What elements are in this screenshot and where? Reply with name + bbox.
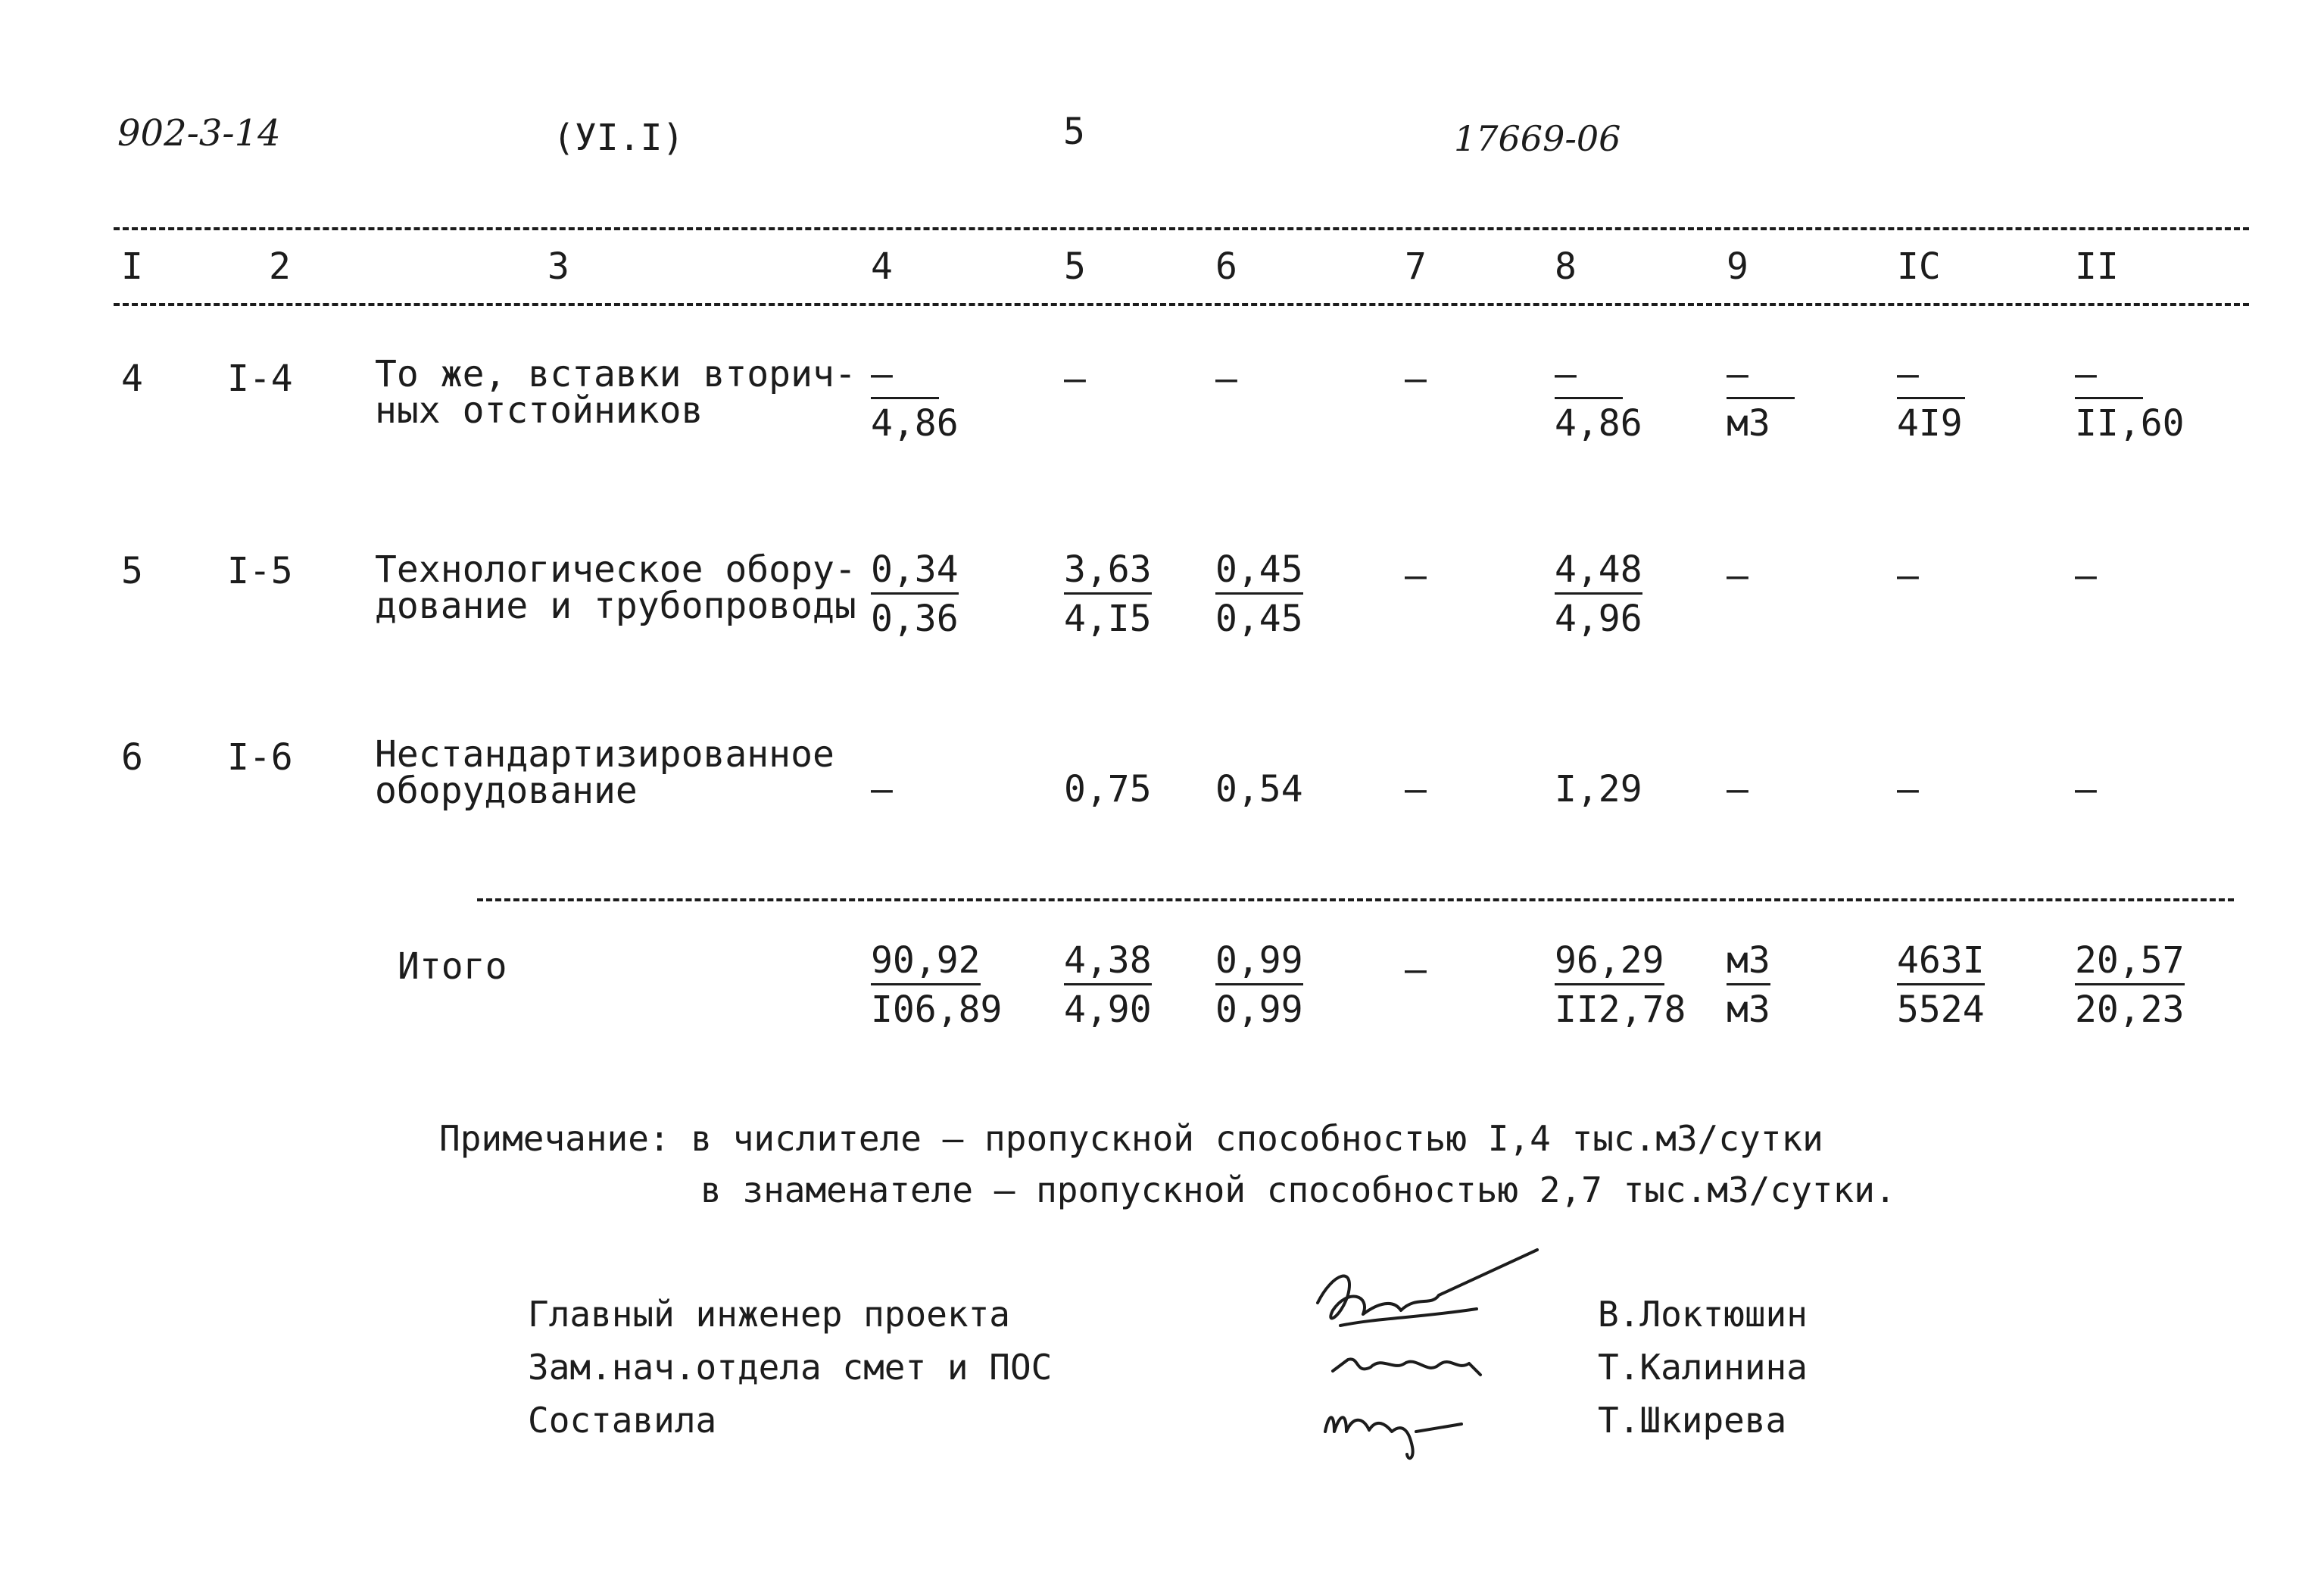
total-col-10: $\frac{463I}{5524}$ xyxy=(1897,939,1985,1031)
row-description xyxy=(375,548,856,627)
total-label: Итого xyxy=(398,945,507,988)
row-5-col-5: $\frac{3,63}{4,I5}$ xyxy=(1064,548,1152,640)
col-header-1: I xyxy=(121,245,143,288)
row-4-col-6: – xyxy=(1215,358,1237,400)
row-description xyxy=(375,353,856,432)
signatory-role: Составила xyxy=(528,1400,717,1441)
row-6-col-9: – xyxy=(1727,768,1748,810)
row-number: 4 xyxy=(121,358,143,400)
row-description-line: Технологическое обору- xyxy=(375,548,856,591)
row-code: I-5 xyxy=(227,550,293,592)
total-col-8: $\frac{96,29}{II2,78}$ xyxy=(1555,939,1686,1031)
col-header-4: 4 xyxy=(871,245,893,288)
row-6-col-4: – xyxy=(871,768,893,810)
row-4-col-8: – 4,86 xyxy=(1555,353,1642,445)
row-description-line: дование и трубопроводы xyxy=(375,585,856,627)
row-6-col-7: – xyxy=(1405,768,1427,810)
row-5-col-4: $\frac{0,34}{0,36}$ xyxy=(871,548,959,640)
handwritten-signatures xyxy=(1287,1242,1560,1469)
col-header-2: 2 xyxy=(269,245,291,288)
row-4-col-5: – xyxy=(1064,358,1086,400)
total-col-9: м3 м3 xyxy=(1727,939,1770,1031)
row-description xyxy=(375,733,834,812)
row-5-col-11: – xyxy=(2075,554,2097,597)
col-header-8: 8 xyxy=(1555,245,1577,288)
row-description-line: ных отстойников xyxy=(375,389,703,432)
col-header-3: 3 xyxy=(547,245,569,288)
col-header-10: IC xyxy=(1897,245,1941,288)
col-header-7: 7 xyxy=(1405,245,1427,288)
inventory-number: 17669-06 xyxy=(1454,118,1621,159)
header-rule-bottom xyxy=(114,303,2249,306)
row-description-line: Нестандартизированное xyxy=(375,733,834,776)
album-number: (УI.I) xyxy=(553,117,685,159)
row-4-col-9: – м3 xyxy=(1727,356,1795,442)
total-col-5: $\frac{4,38}{4,90}$ xyxy=(1064,939,1152,1031)
row-5-col-8: $\frac{4,48}{4,96}$ xyxy=(1555,548,1642,640)
doc-code xyxy=(117,112,281,155)
doc-code-text: 902-3-14 xyxy=(117,112,281,155)
total-col-4: $\frac{90,92}{I06,89}$ xyxy=(871,939,1003,1031)
row-6-col-5: 0,75 xyxy=(1064,768,1152,810)
signatory-name: Т.Шкирева xyxy=(1598,1400,1787,1441)
col-header-5: 5 xyxy=(1064,245,1086,288)
total-col-7: – xyxy=(1405,948,1427,991)
col-header-6: 6 xyxy=(1215,245,1237,288)
col-header-9: 9 xyxy=(1727,245,1748,288)
note-line-2: в знаменателе – пропускной способностью 2,7 тыс.м3/сутки. xyxy=(700,1170,1896,1210)
signatory-name: Т.Калинина xyxy=(1598,1347,1808,1388)
signature-1 xyxy=(1318,1250,1537,1318)
total-col-11: $\frac{20,57}{20,23}$ xyxy=(2075,939,2185,1031)
row-6-col-8: I,29 xyxy=(1555,768,1642,810)
row-description-line: То же, вставки вторич- xyxy=(375,353,856,395)
signatory-name: В.Локтюшин xyxy=(1598,1294,1808,1335)
total-col-6: $\frac{0,99}{0,99}$ xyxy=(1215,939,1303,1031)
header-rule-top xyxy=(114,227,2249,230)
row-code: I-6 xyxy=(227,736,293,779)
signature-3 xyxy=(1325,1417,1461,1458)
row-6-col-11: – xyxy=(2075,768,2097,810)
row-5-col-7: – xyxy=(1405,554,1427,597)
row-4-col-4: – 4,86 xyxy=(871,353,959,445)
signatory-role: Зам.нач.отдела смет и ПОС xyxy=(528,1347,1053,1388)
signature-1-underline xyxy=(1340,1309,1477,1326)
row-4-col-10: – 4I9 xyxy=(1897,356,1965,442)
signature-2 xyxy=(1333,1359,1480,1375)
page-number: 5 xyxy=(1063,111,1085,153)
row-description-line: оборудование xyxy=(375,770,638,812)
signatory-role: Главный инженер проекта xyxy=(528,1294,1010,1335)
row-5-col-9: – xyxy=(1727,554,1748,597)
col-header-11: II xyxy=(2075,245,2119,288)
row-code: I-4 xyxy=(227,358,293,400)
row-5-col-6: $\frac{0,45}{0,45}$ xyxy=(1215,548,1303,640)
row-5-col-10: – xyxy=(1897,554,1919,597)
row-6-col-6: 0,54 xyxy=(1215,768,1303,810)
row-6-col-10: – xyxy=(1897,768,1919,810)
row-4-col-11: – II,60 xyxy=(2075,353,2185,445)
row-number: 5 xyxy=(121,550,143,592)
row-4-col-7: – xyxy=(1405,358,1427,400)
note-line-1: Примечание: в числителе – пропускной способностью I,4 тыс.м3/сутки xyxy=(439,1118,1823,1159)
total-rule xyxy=(477,898,2234,901)
row-number: 6 xyxy=(121,736,143,779)
